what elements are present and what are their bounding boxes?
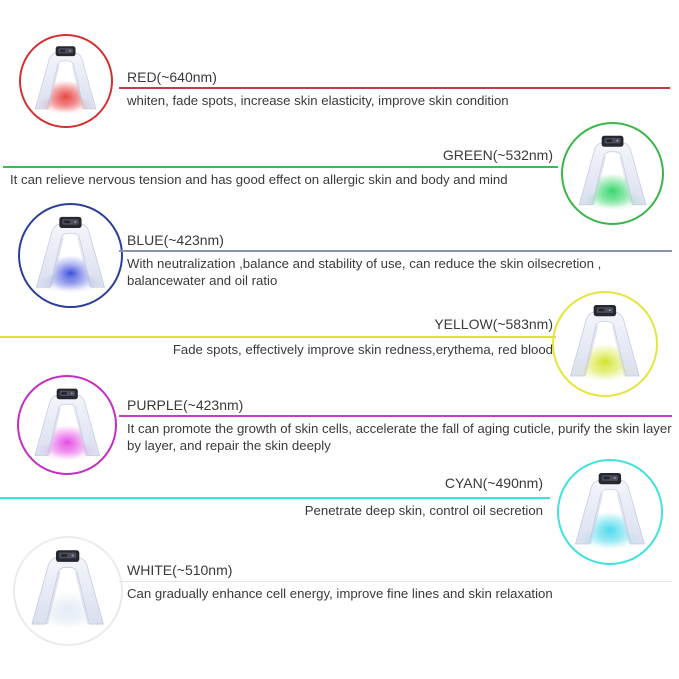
white-benefit-text: Can gradually enhance cell energy, improve fine lines and skin relaxation [127, 586, 553, 601]
red-divider-line [119, 87, 670, 89]
blue-benefit-text: With neutralization ,balance and stability of use, can reduce the skin oilsecretion , balancewater and oil ratio [127, 256, 602, 288]
cyan-benefit-text: Penetrate deep skin, control oil secretion [304, 503, 543, 518]
purple-benefit-text: It can promote the growth of skin cells, accelerate the fall of aging cuticle, purify the skin layer by layer, and repair the skin deeply [127, 421, 672, 453]
blue-divider-line [119, 250, 672, 252]
purple-wavelength-label: PURPLE(~423nm) [127, 397, 244, 413]
red-device-circle [19, 34, 113, 128]
cyan-wavelength-label: CYAN(~490nm) [444, 475, 543, 491]
yellow-divider-line [0, 336, 556, 338]
blue-wavelength-label: BLUE(~423nm) [127, 232, 224, 248]
cyan-divider-line [0, 497, 550, 499]
yellow-device-photo [560, 299, 650, 389]
purple-device-circle [17, 375, 117, 475]
green-wavelength-label: GREEN(~532nm) [442, 147, 553, 163]
yellow-benefit-text: Fade spots, effectively improve skin redness,erythema, red blood [172, 342, 553, 357]
white-device-photo [21, 544, 114, 637]
yellow-wavelength-label: YELLOW(~583nm) [434, 316, 553, 332]
green-device-circle [561, 122, 664, 225]
cyan-device-circle [557, 459, 663, 565]
blue-device-photo [26, 211, 115, 300]
white-wavelength-label: WHITE(~510nm) [127, 562, 233, 578]
cyan-device-photo [565, 467, 655, 557]
yellow-device-circle [552, 291, 658, 397]
white-divider-line [119, 581, 672, 582]
purple-divider-line [119, 415, 672, 417]
white-device-circle [13, 536, 123, 646]
red-wavelength-label: RED(~640nm) [127, 69, 217, 85]
green-benefit-text: It can relieve nervous tension and has good effect on allergic skin and body and mind [10, 172, 508, 187]
purple-device-photo [25, 383, 109, 467]
green-divider-line [3, 166, 558, 168]
red-device-photo [26, 41, 105, 120]
red-benefit-text: whiten, fade spots, increase skin elasticity, improve skin condition [127, 93, 509, 108]
green-device-photo [569, 130, 656, 217]
blue-device-circle [18, 203, 123, 308]
